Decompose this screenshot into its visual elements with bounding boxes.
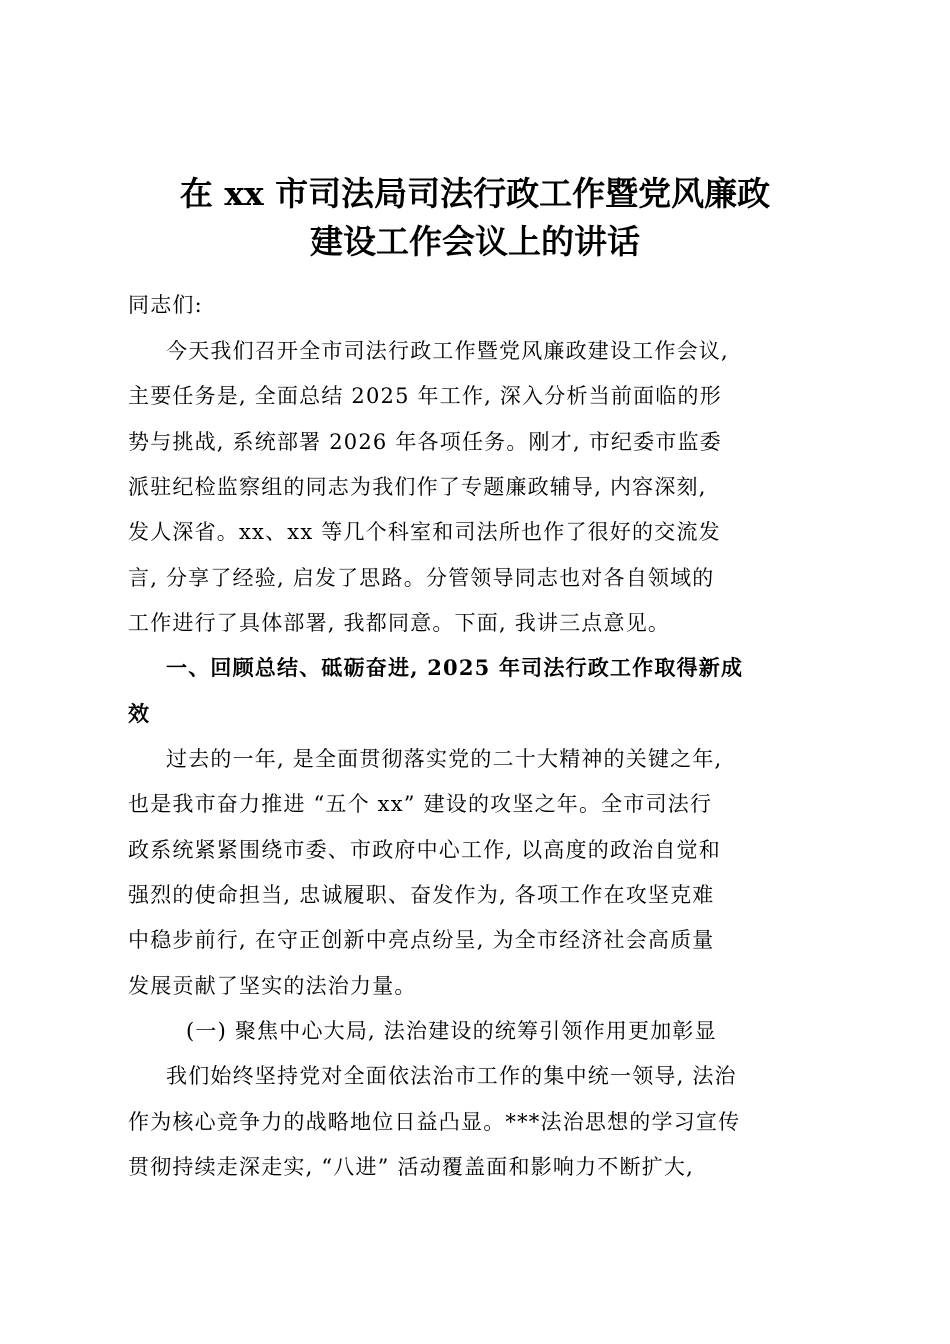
paragraph-line: 贯彻持续走深走实, “八进” 活动覆盖面和影响力不断扩大, [128,1155,694,1179]
section-heading-1: 一、回顾总结、砥砺奋进, 2025 年司法行政工作取得新成 [166,655,744,680]
greeting: 同志们: [128,293,203,317]
paragraph-line: 工作进行了具体部署, 我都同意。下面, 我讲三点意见。 [128,611,671,635]
paragraph-line: 势与挑战, 系统部署 2026 年各项任务。刚才, 市纪委市监委 [128,430,722,454]
paragraph-line: 派驻纪检监察组的同志为我们作了专题廉政辅导, 内容深刻, [128,475,707,499]
paragraph-line: 过去的一年, 是全面贯彻落实党的二十大精神的关键之年, [166,747,723,771]
paragraph-line: 主要任务是, 全面总结 2025 年工作, 深入分析当前面临的形 [128,384,722,408]
document-title-line-1: 在 xx 市司法局司法行政工作暨党风廉政 [179,174,771,213]
paragraph-line: 今天我们召开全市司法行政工作暨党风廉政建设工作会议, [166,339,729,363]
paragraph-line: 强烈的使命担当, 忠诚履职、奋发作为, 各项工作在攻坚克难 [128,883,715,907]
paragraph-line: 发人深省。xx、xx 等几个科室和司法所也作了很好的交流发 [128,520,721,544]
document-title-line-2: 建设工作会议上的讲话 [310,222,640,261]
paragraph-line: 我们始终坚持党对全面依法治市工作的集中统一领导, 法治 [166,1064,737,1088]
paragraph-line: 也是我市奋力推进 “五个 xx” 建设的攻坚之年。全市司法行 [128,792,713,816]
subsection-heading-1: (一) 聚焦中心大局, 法治建设的统筹引领作用更加彰显 [186,1019,717,1043]
section-heading-1-cont: 效 [128,701,151,726]
paragraph-line: 发展贡献了坚实的法治力量。 [128,974,417,998]
paragraph-line: 作为核心竞争力的战略地位日益凸显。***法治思想的学习宣传 [128,1110,741,1134]
paragraph-line: 政系统紧紧围绕市委、市政府中心工作, 以高度的政治自觉和 [128,838,721,862]
paragraph-line: 中稳步前行, 在守正创新中亮点纷呈, 为全市经济社会高质量 [128,928,715,952]
paragraph-line: 言, 分享了经验, 启发了思路。分管领导同志也对各自领域的 [128,566,715,590]
